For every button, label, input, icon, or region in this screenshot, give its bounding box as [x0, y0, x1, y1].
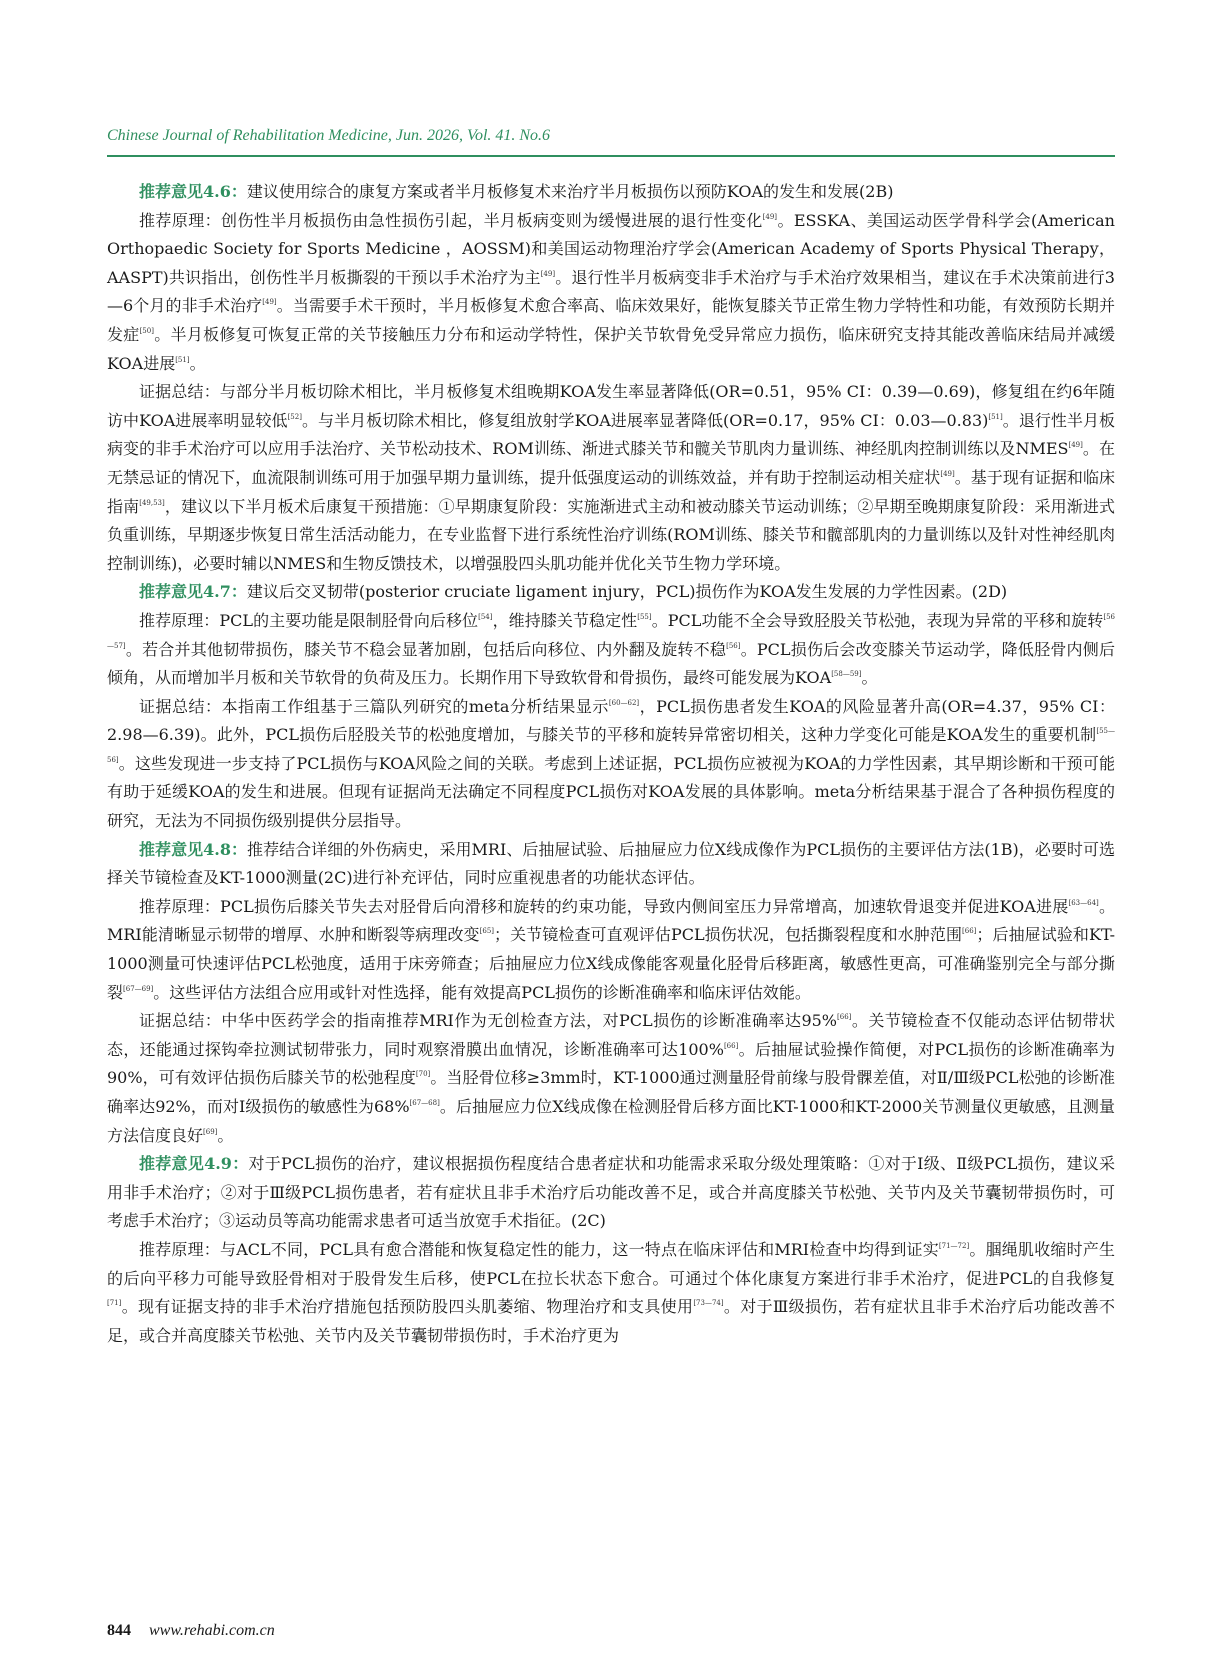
citation-ref: [55]: [637, 612, 652, 621]
paragraph-text: 。基于现有证据和临床指南: [107, 467, 1115, 516]
paragraph-text: ，维持膝关节稳定性: [492, 610, 638, 630]
body-paragraph: [107, 693, 1115, 836]
body-paragraph: [107, 893, 1115, 1007]
citation-ref: [65]: [479, 927, 495, 936]
citation-ref: [73—74]: [693, 1299, 724, 1308]
recommendation-text: 推荐结合详细的外伤病史，采用MRI、后抽屉试验、后抽屉应力位X线成像作为PCL损伤的主要评估方法(1B)，必要时可选择关节镜检查及KT-1000测量(2C)进行补充评估，同时应重视患者的功能状态评估。: [107, 839, 1115, 888]
citation-ref: [56—57]: [107, 612, 1115, 650]
paragraph-text: 。这些发现进一步支持了PCL损伤与KOA风险之间的关联。考虑到上述证据，PCL损伤应被视为KOA的力学性因素，其早期诊断和干预可能有助于延缓KOA的发生和进展。但现有证据尚无法确定不同程度PCL损伤对KOA发展的具体影响。meta分析结果基于混合了各种损伤程度的研究，无法为不同损伤级别提供分层指导。: [107, 753, 1115, 831]
paragraph-text: 。关节镜检查不仅能动态评估韧带状态，还能通过探钩牵拉测试韧带张力，同时观察滑膜出血情况，诊断准确率可达100%: [107, 1011, 1115, 1059]
page-number: 844: [107, 1622, 131, 1639]
paragraph-text: 。与半月板切除术相比，修复组放射学KOA进展率显著降低(OR=0.17，95% CI：0.03—0.83): [301, 410, 989, 430]
paragraph-text: 。后抽屉应力位X线成像在检测胫骨后移方面比KT-1000和KT-2000关节测量仪更敏感，且测量方法信度良好: [107, 1097, 1115, 1145]
citation-ref: [66]: [962, 927, 977, 936]
citation-ref: [50]: [139, 326, 154, 335]
paragraph-text: 推荐原理：创伤性半月板损伤由急性损伤引起，半月板病变则为缓慢进展的退行性变化: [139, 210, 763, 230]
citation-ref: [58—59]: [831, 670, 862, 679]
citation-ref: [51]: [988, 412, 1003, 421]
article-body: [107, 178, 1115, 1350]
paragraph-text: ，建议以下半月板术后康复干预措施：①早期康复阶段：实施渐进式主动和被动膝关节运动训练；②早期至晚期康复阶段：采用渐进式负重训练，早期逐步恢复日常生活活动能力，在专业监督下进行系统性治疗训练(ROM训练、膝关节和髋部肌肉的力量训练以及针对性神经肌肉控制训练)，必要时辅以NMES和生物反馈技术，以增强股四头肌功能并优化关节生物力学环境。: [107, 496, 1115, 573]
paragraph-text: 证据总结：本指南工作组基于三篇队列研究的meta分析结果显示: [139, 696, 609, 716]
paragraph-text: 。当需要手术干预时，半月板修复术愈合率高、临床效果好，能恢复膝关节正常生物力学特性和功能，有效预防长期并发症: [107, 296, 1115, 344]
paragraph-text: 。PCL损伤后会改变膝关节运动学，降低胫骨内侧后倾角，从而增加半月板和关节软骨的负荷及压力。长期作用下导致软骨和骨损伤，最终可能发展为KOA: [107, 639, 1115, 688]
recommendation-text: 对于PCL损伤的治疗，建议根据损伤程度结合患者症状和功能需求采取分级处理策略：①对于Ⅰ级、Ⅱ级PCL损伤，建议采用非手术治疗；②对于Ⅲ级PCL损伤患者，若有症状且非手术治疗后功能改善不足，或合并高度膝关节松弛、关节内及关节囊韧带损伤时，可考虑手术治疗；③运动员等高功能需求患者可适当放宽手术指征。(2C): [107, 1154, 1115, 1231]
citation-ref: [71]: [107, 1299, 122, 1308]
paragraph-text: 。退行性半月板病变非手术治疗与手术治疗效果相当，建议在手术决策前进行3—6个月的非手术治疗: [107, 267, 1115, 316]
recommendation-label: 推荐意见4.9：: [139, 1154, 249, 1174]
recommendation-label: 推荐意见4.8：: [139, 839, 248, 859]
running-header: Chinese Journal of Rehabilitation Medicine, Jun. 2026, Vol. 41. No.6: [107, 127, 551, 144]
citation-ref: [52]: [287, 412, 302, 421]
paragraph-text: 推荐原理：PCL损伤后膝关节失去对胫骨后向滑移和旋转的约束功能，导致内侧间室压力异常增高，加速软骨退变并促进KOA进展: [139, 896, 1069, 916]
paragraph-text: 。: [861, 668, 878, 688]
paragraph-text: 。PCL功能不全会导致胫股关节松弛，表现为异常的平移和旋转: [651, 610, 1104, 630]
header-divider: [107, 155, 1115, 157]
citation-ref: [60—62]: [608, 698, 640, 707]
body-paragraph: [107, 607, 1115, 693]
paragraph-text: 。后抽屉试验操作简便，对PCL损伤的诊断准确率为90%，可有效评估损伤后膝关节的松弛程度: [107, 1039, 1115, 1088]
paragraph-text: ；关节镜检查可直观评估PCL损伤状况，包括撕裂程度和水肿范围: [494, 925, 963, 945]
recommendation-paragraph: [107, 578, 1115, 607]
paragraph-text: 。退行性半月板病变的非手术治疗可以应用手法治疗、关节松动技术、ROM训练、渐进式膝关节和髋关节肌肉力量训练、神经肌肉控制训练以及NMES: [107, 410, 1115, 459]
paragraph-text: 。当胫骨位移≥3mm时，KT-1000通过测量胫骨前缘与股骨髁差值，对Ⅱ/Ⅲ级PCL松弛的诊断准确率达92%，而对Ⅰ级损伤的敏感性为68%: [107, 1068, 1115, 1116]
paragraph-text: 。半月板修复可恢复正常的关节接触压力分布和运动学特性，保护关节软骨免受异常应力损伤，临床研究支持其能改善临床结局并减缓KOA进展: [107, 324, 1115, 373]
recommendation-label: 推荐意见4.6：: [139, 182, 247, 201]
citation-ref: [55—56]: [107, 727, 1115, 764]
paragraph-text: 。这些评估方法组合应用或针对性选择，能有效提高PCL损伤的诊断准确率和临床评估效能。: [153, 982, 811, 1002]
body-paragraph: [107, 1007, 1115, 1150]
paragraph-text: 。若合并其他韧带损伤，膝关节不稳会显著加剧，包括后向移位、内外翻及旋转不稳: [125, 639, 727, 659]
citation-ref: [66]: [723, 1041, 739, 1050]
paragraph-text: 证据总结：与部分半月板切除术相比，半月板修复术组晚期KOA发生率显著降低(OR=0.51，95% CI：0.39—0.69)，修复组在约6年随访中KOA进展率明显较低: [107, 382, 1115, 430]
paragraph-text: 。对于Ⅲ级损伤，若有症状且非手术治疗后功能改善不足，或合并高度膝关节松弛、关节内及关节囊韧带损伤时，手术治疗更为: [107, 1297, 1115, 1345]
recommendation-text: 建议后交叉韧带(posterior cruciate ligament injury，PCL)损伤作为KOA发生发展的力学性因素。(2D): [246, 582, 1008, 602]
citation-ref: [71—72]: [938, 1241, 970, 1250]
paragraph-text: 。MRI能清晰显示韧带的增厚、水肿和断裂等病理改变: [107, 896, 1115, 945]
recommendation-paragraph: [107, 1150, 1115, 1236]
page-footer: [107, 1622, 707, 1640]
citation-ref: [54]: [478, 612, 493, 621]
citation-ref: [51]: [175, 355, 190, 364]
body-paragraph: [107, 207, 1115, 379]
paragraph-text: 。在无禁忌证的情况下，血流限制训练可用于加强早期力量训练，提升低强度运动的训练效益，并有助于控制运动相关症状: [107, 439, 1115, 487]
recommendation-text: 建议使用综合的康复方案或者半月板修复术来治疗半月板损伤以预防KOA的发生和发展(2B): [246, 182, 894, 201]
citation-ref: [66]: [837, 1013, 852, 1022]
body-paragraph: [107, 1236, 1115, 1350]
citation-ref: [70]: [415, 1070, 431, 1079]
citation-ref: [67—68]: [409, 1099, 440, 1107]
paragraph-text: 。腘绳肌收缩时产生的后向平移力可能导致胫骨相对于股骨发生后移，使PCL在拉长状态下愈合。可通过个体化康复方案进行非手术治疗，促进PCL的自我修复: [107, 1239, 1115, 1288]
citation-ref: [49]: [940, 469, 955, 478]
website-link[interactable]: www.rehabi.com.cn: [149, 1622, 275, 1639]
recommendation-label: 推荐意见4.7：: [139, 582, 247, 602]
citation-ref: [49]: [1068, 441, 1083, 450]
citation-ref: [49,53]: [139, 498, 165, 507]
citation-ref: [56]: [726, 641, 741, 650]
citation-ref: [63—64]: [1068, 898, 1099, 907]
paragraph-text: 。: [217, 1125, 234, 1145]
recommendation-paragraph: [107, 178, 1115, 207]
paragraph-text: ；后抽屉试验和KT-1000测量可快速评估PCL松弛度，适用于床旁筛查；后抽屉应力位X线成像能客观量化胫骨后移距离，敏感性更高，可准确鉴别完全与部分撕裂: [107, 925, 1115, 1002]
paragraph-text: 。现有证据支持的非手术治疗措施包括预防股四头肌萎缩、物理治疗和支具使用: [121, 1297, 694, 1317]
paragraph-text: ，PCL损伤患者发生KOA的风险显著升高(OR=4.37，95% CI：2.98—6.39)。此外，PCL损伤后胫股关节的松弛度增加，与膝关节的平移和旋转异常密切相关，这种力学变化可能是KOA发生的重要机制: [107, 696, 1115, 745]
body-paragraph: [107, 378, 1115, 578]
paragraph-text: 。ESSKA、美国运动医学骨科学会(American Orthopaedic Society for Sports Medicine ，AOSSM)和美国运动物理治疗学会(American Academy of Sports Physical Therapy，AASPT)共识指出，创伤性半月板撕裂的干预以手术治疗为主: [107, 210, 1115, 287]
recommendation-paragraph: [107, 836, 1115, 893]
paragraph-text: 证据总结：中华中医药学会的指南推荐MRI作为无创检查方法，对PCL损伤的诊断准确率达95%: [139, 1011, 838, 1031]
citation-ref: [49]: [262, 298, 277, 307]
paragraph-text: 推荐原理：PCL的主要功能是限制胫骨向后移位: [139, 610, 479, 630]
citation-ref: [49]: [762, 212, 778, 221]
citation-ref: [69]: [203, 1127, 218, 1136]
citation-ref: [49]: [540, 269, 556, 278]
citation-ref: [67—69]: [123, 984, 154, 993]
paragraph-text: 。: [189, 353, 206, 373]
paragraph-text: 推荐原理：与ACL不同，PCL具有愈合潜能和恢复稳定性的能力，这一特点在临床评估和MRI检查中均得到证实: [139, 1239, 939, 1259]
